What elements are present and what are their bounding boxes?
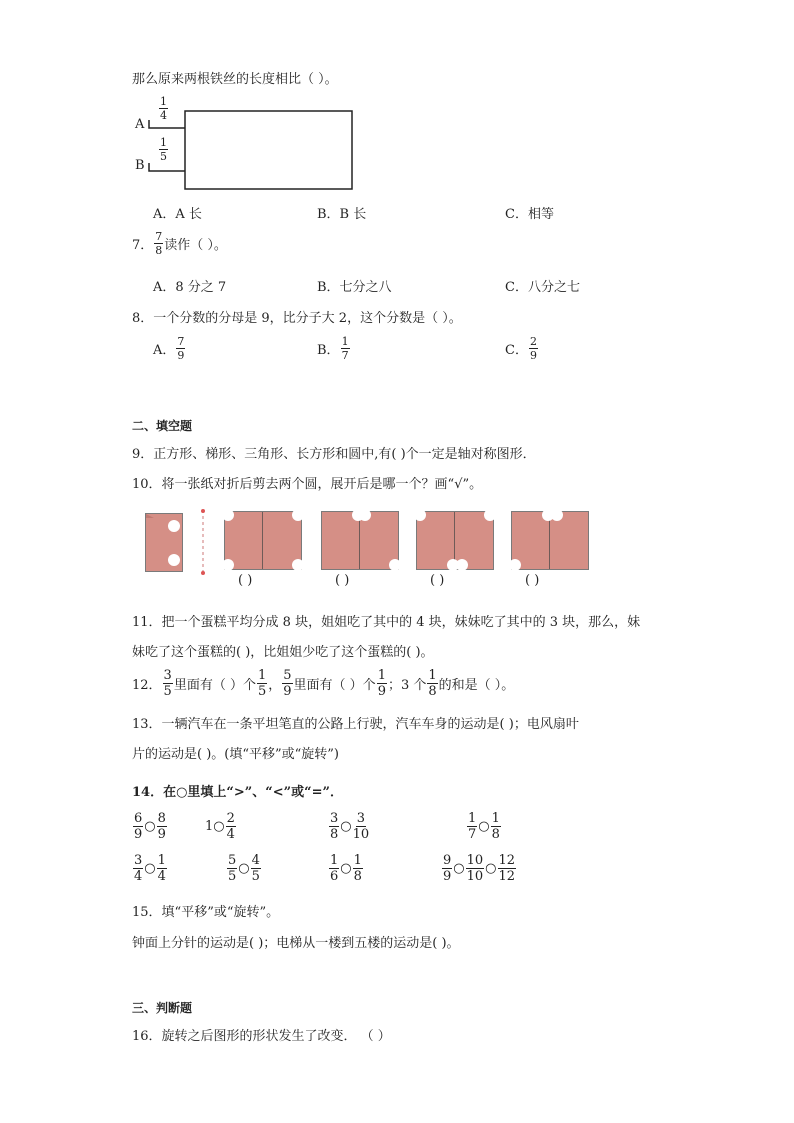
q13-line-2: 片的运动是( )。(填“平移”或“旋转”) [132, 747, 340, 762]
q14-question: 14．在○里填上“>”、“<”或“=”． [132, 785, 343, 800]
q7-question: 7． $\frac{7}{8}$ 读作（ ）。 [132, 230, 227, 257]
q10-question: 10．将一张纸对折后剪去两个圆，展开后是哪一个？画“√”。 [132, 477, 483, 492]
q14-compare-r2c4[interactable]: $\frac{9}{9}$ ○ $\frac{10}{10}$ ○ $\frac{12}{12}$ [443, 853, 516, 884]
q12-question: 12． $\frac{3}{5}$ 里面有（ ）个 $\frac{1}{5}$ ， $\frac{5}{9}$ 里面有（ ）个 $\frac{1}{9}$ ；3 个 $\frac{1}{8}$ 的和是（ ）。 [132, 668, 515, 699]
unfolded-option-2 [321, 511, 399, 570]
q7-option-c[interactable]: C．八分之七 [505, 280, 580, 295]
q7-option-a[interactable]: A．8 分之 7 [153, 280, 227, 295]
fold-line-icon [198, 508, 208, 576]
q8-question: 8．一个分数的分母是 9，比分子大 2，这个分数是（ ）。 [132, 311, 462, 326]
q15-question: 15．填“平移”或“旋转”。 [132, 905, 280, 920]
q11-line-2: 妹吃了这个蛋糕的( )，比姐姐少吃了这个蛋糕的( )。 [132, 645, 434, 660]
q16-question: 16．旋转之后图形的形状发生了改变． （ ） [132, 1029, 391, 1044]
q6-option-b[interactable]: B．B 长 [317, 207, 367, 222]
q13-line-1: 13．一辆汽车在一条平坦笔直的公路上行驶，汽车车身的运动是( )；电风扇叶 [132, 717, 579, 732]
folded-paper [145, 513, 183, 572]
unfolded-option-4 [511, 511, 589, 570]
q14-compare-r2c1[interactable]: $\frac{3}{4}$ ○ $\frac{1}{4}$ [134, 853, 166, 884]
q14-compare-r1c4[interactable]: $\frac{1}{7}$ ○ $\frac{1}{8}$ [468, 811, 500, 842]
q6-option-c[interactable]: C．相等 [505, 207, 554, 222]
q6-intro: 那么原来两根铁丝的长度相比（ ）。 [132, 72, 338, 87]
unfolded-option-1 [224, 511, 302, 570]
q10-answer-blank-2[interactable]: ( ) [335, 573, 350, 588]
section-fill-in-heading: 二、填空题 [132, 419, 193, 433]
q8-option-c[interactable]: C． $\frac{2}{9}$ [505, 335, 537, 362]
q10-answer-blank-4[interactable]: ( ) [525, 573, 540, 588]
q10-answer-blank-3[interactable]: ( ) [430, 573, 445, 588]
section-judge-heading: 三、判断题 [132, 1001, 193, 1015]
q7-option-b[interactable]: B．七分之八 [317, 280, 392, 295]
wire-a-label: A [135, 117, 145, 132]
q15-line: 钟面上分针的运动是( )；电梯从一楼到五楼的运动是( )。 [132, 936, 460, 951]
wire-b-label: B [135, 158, 145, 173]
q14-compare-r2c2[interactable]: $\frac{5}{5}$ ○ $\frac{4}{5}$ [228, 853, 260, 884]
q11-line-1: 11．把一个蛋糕平均分成 8 块，姐姐吃了其中的 4 块，妹妹吃了其中的 3 块，那么，妹 [132, 615, 641, 630]
q14-compare-r1c3[interactable]: $\frac{3}{8}$ ○ $\frac{3}{10}$ [330, 811, 370, 842]
q14-compare-r2c3[interactable]: $\frac{1}{6}$ ○ $\frac{1}{8}$ [330, 853, 362, 884]
q14-compare-r1c2[interactable]: 1 ○ $\frac{2}{4}$ [205, 811, 235, 842]
wire-b-fraction: $\frac{1}{5}$ [160, 136, 167, 163]
unfolded-option-3 [416, 511, 494, 570]
q8-option-a[interactable]: A． $\frac{7}{9}$ [153, 335, 185, 362]
q14-compare-r1c1[interactable]: $\frac{6}{9}$ ○ $\frac{8}{9}$ [134, 811, 166, 842]
q9-question: 9．正方形、梯形、三角形、长方形和圆中,有( )个一定是轴对称图形． [132, 447, 536, 462]
wire-a-fraction: $\frac{1}{4}$ [160, 95, 167, 122]
q10-answer-blank-1[interactable]: ( ) [238, 573, 253, 588]
q8-option-b[interactable]: B． $\frac{1}{7}$ [317, 335, 349, 362]
q6-option-a[interactable]: A．A 长 [153, 207, 202, 222]
wire-rectangle-figure [145, 108, 360, 193]
